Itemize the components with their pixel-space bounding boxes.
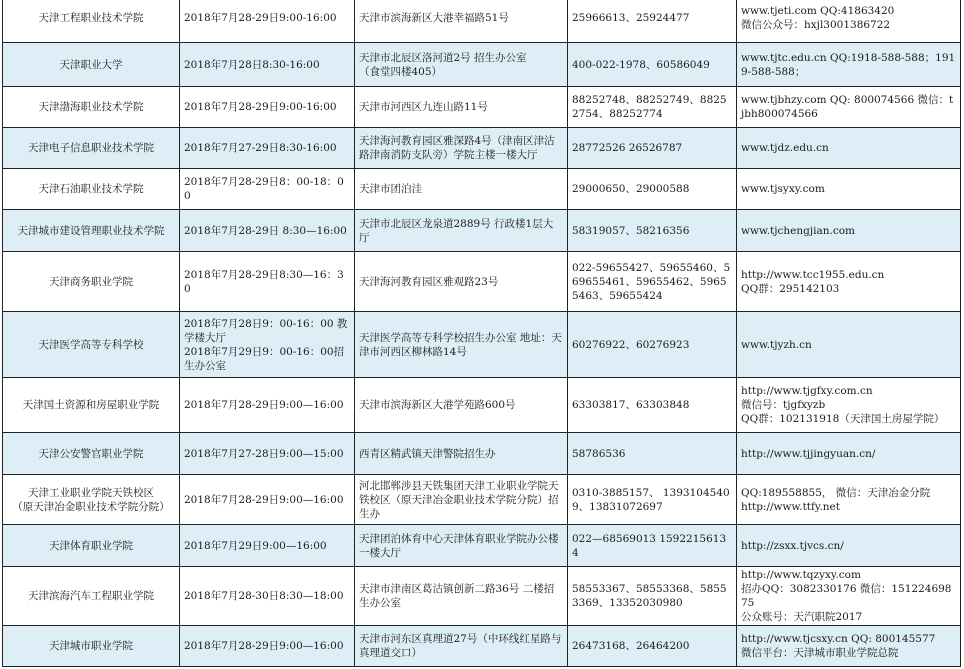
table-row: [3, 87, 961, 128]
date-cell: 2018年7月28日9：00-16：00 教学楼大厅 2018年7月29日9：00-16：00招生办公室: [180, 312, 355, 378]
school-name-cell: 天津医学高等专科学校: [3, 312, 180, 378]
date-cell: 2018年7月28-29日8:30—16：30: [180, 252, 355, 312]
address-cell: 天津海河教育园区雅深路4号（津南区津沽路津南消防支队旁）学院主楼一楼大厅: [355, 128, 568, 169]
date-cell: 2018年7月27-29日8:30-16:00: [180, 128, 355, 169]
school-name-cell: 天津公安警官职业学院: [3, 433, 180, 475]
date-cell: 2018年7月28-30日8:30—18:00: [180, 567, 355, 626]
table-row: [3, 525, 961, 567]
school-name-cell: 天津工业职业学院天铁校区 （原天津冶金职业技术学院分院）: [3, 475, 180, 525]
phone-cell: 60276922、60276923: [568, 312, 737, 378]
school-name-cell: 天津体育职业学院: [3, 525, 180, 567]
phone-cell: 88252748、88252749、88252754、88252774: [568, 87, 737, 128]
date-cell: 2018年7月28-29日9:00-16:00: [180, 0, 355, 43]
school-name-cell: 天津渤海职业技术学院: [3, 87, 180, 128]
address-cell: 天津市滨海新区大港幸福路51号: [355, 0, 568, 43]
school-name-cell: 天津职业大学: [3, 43, 180, 87]
phone-cell: 0310-3885157、 13931045409、13831072697: [568, 475, 737, 525]
address-cell: 天津市津南区葛沽镇创新二路36号 二楼招生办公室: [355, 567, 568, 626]
table-row: [3, 433, 961, 475]
address-cell: 天津市团泊洼: [355, 169, 568, 210]
date-cell: 2018年7月28日8:30-16:00: [180, 43, 355, 87]
school-name-cell: 天津滨海汽车工程职业学院: [3, 567, 180, 626]
phone-cell: 29000650、29000588: [568, 169, 737, 210]
table-row: [3, 626, 961, 667]
table-row: [3, 43, 961, 87]
table-row: [3, 252, 961, 312]
date-cell: 2018年7月28-29日9:00-16:00: [180, 87, 355, 128]
date-cell: 2018年7月27-28日9:00—15:00: [180, 433, 355, 475]
website-cell: http://www.tqzyxy.com 招办QQ：3082330176 微信：15122469875 公众账号：天汽职院2017: [737, 567, 961, 626]
table-row: [3, 0, 961, 43]
table-row: [3, 567, 961, 626]
website-cell: http://www.tjjingyuan.cn/: [737, 433, 961, 475]
address-cell: 天津市滨海新区大港学苑路600号: [355, 378, 568, 433]
school-name-cell: 天津石油职业技术学院: [3, 169, 180, 210]
admissions-table: [2, 0, 961, 667]
phone-cell: 58319057、58216356: [568, 210, 737, 252]
phone-cell: 400-022-1978、60586049: [568, 43, 737, 87]
address-cell: 天津市河东区真理道27号（中环线红星路与真理道交口）: [355, 626, 568, 667]
phone-cell: 63303817、63303848: [568, 378, 737, 433]
table-body: [3, 0, 961, 667]
address-cell: 天津市北辰区洛河道2号 招生办公室 （食堂四楼405）: [355, 43, 568, 87]
address-cell: 天津团泊体育中心天津体育职业学院办公楼一楼大厅: [355, 525, 568, 567]
school-name-cell: 天津国土资源和房屋职业学院: [3, 378, 180, 433]
website-cell: www.tjdz.edu.cn: [737, 128, 961, 169]
address-cell: 天津医学高等专科学校招生办公室 地址：天津市河西区柳林路14号: [355, 312, 568, 378]
address-cell: 河北邯郸涉县天铁集团天津工业职业学院天铁校区（原天津冶金职业技术学院分院）招生办: [355, 475, 568, 525]
table-row: [3, 128, 961, 169]
table-row: [3, 210, 961, 252]
website-cell: www.tjeti.com QQ:41863420 微信公众号：hxjl3001386722: [737, 0, 961, 43]
phone-cell: 58786536: [568, 433, 737, 475]
phone-cell: 022—68569013 15922156134: [568, 525, 737, 567]
school-name-cell: 天津城市建设管理职业技术学院: [3, 210, 180, 252]
phone-cell: 022-59655427、59655460、569655461、59655462、59655463、59655424: [568, 252, 737, 312]
table-row: [3, 378, 961, 433]
website-cell: www.tjtc.edu.cn QQ:1918-588-588；1919-588-588；: [737, 43, 961, 87]
website-cell: http://www.tjcsxy.cn QQ: 800145577 微信平台：天津城市职业学院总院: [737, 626, 961, 667]
website-cell: http://www.tjgfxy.com.cn 微信号：tjgfxyzb QQ群：102131918（天津国土房屋学院）: [737, 378, 961, 433]
website-cell: http://zsxx.tjvcs.cn/: [737, 525, 961, 567]
date-cell: 2018年7月29日9:00—16:00: [180, 525, 355, 567]
school-name-cell: 天津城市职业学院: [3, 626, 180, 667]
address-cell: 天津市河西区九连山路11号: [355, 87, 568, 128]
table-row: [3, 169, 961, 210]
website-cell: QQ:189558855， 微信：天津冶金分院 http://www.ttfy.net: [737, 475, 961, 525]
website-cell: www.tjsyxy.com: [737, 169, 961, 210]
school-name-cell: 天津商务职业学院: [3, 252, 180, 312]
school-name-cell: 天津电子信息职业技术学院: [3, 128, 180, 169]
website-cell: www.tjyzh.cn: [737, 312, 961, 378]
phone-cell: 25966613、25924477: [568, 0, 737, 43]
address-cell: 天津海河教育园区雅观路23号: [355, 252, 568, 312]
date-cell: 2018年7月28-29日9:00—16:00: [180, 626, 355, 667]
date-cell: 2018年7月28-29日9:00—16:00: [180, 475, 355, 525]
date-cell: 2018年7月28-29日 8:30—16:00: [180, 210, 355, 252]
school-name-cell: 天津工程职业技术学院: [3, 0, 180, 43]
phone-cell: 28772526 26526787: [568, 128, 737, 169]
phone-cell: 26473168、26464200: [568, 626, 737, 667]
phone-cell: 58553367、58553368、58553369、13352030980: [568, 567, 737, 626]
address-cell: 西青区精武镇天津警院招生办: [355, 433, 568, 475]
address-cell: 天津市北辰区龙泉道2889号 行政楼1层大厅: [355, 210, 568, 252]
website-cell: http://www.tcc1955.edu.cn QQ群：295142103: [737, 252, 961, 312]
date-cell: 2018年7月28-29日9:00—16:00: [180, 378, 355, 433]
website-cell: www.tjchengjian.com: [737, 210, 961, 252]
date-cell: 2018年7月28-29日8：00-18：00: [180, 169, 355, 210]
table-row: [3, 312, 961, 378]
website-cell: www.tjbhzy.com QQ: 800074566 微信：tjbh800074566: [737, 87, 961, 128]
table-row: [3, 475, 961, 525]
